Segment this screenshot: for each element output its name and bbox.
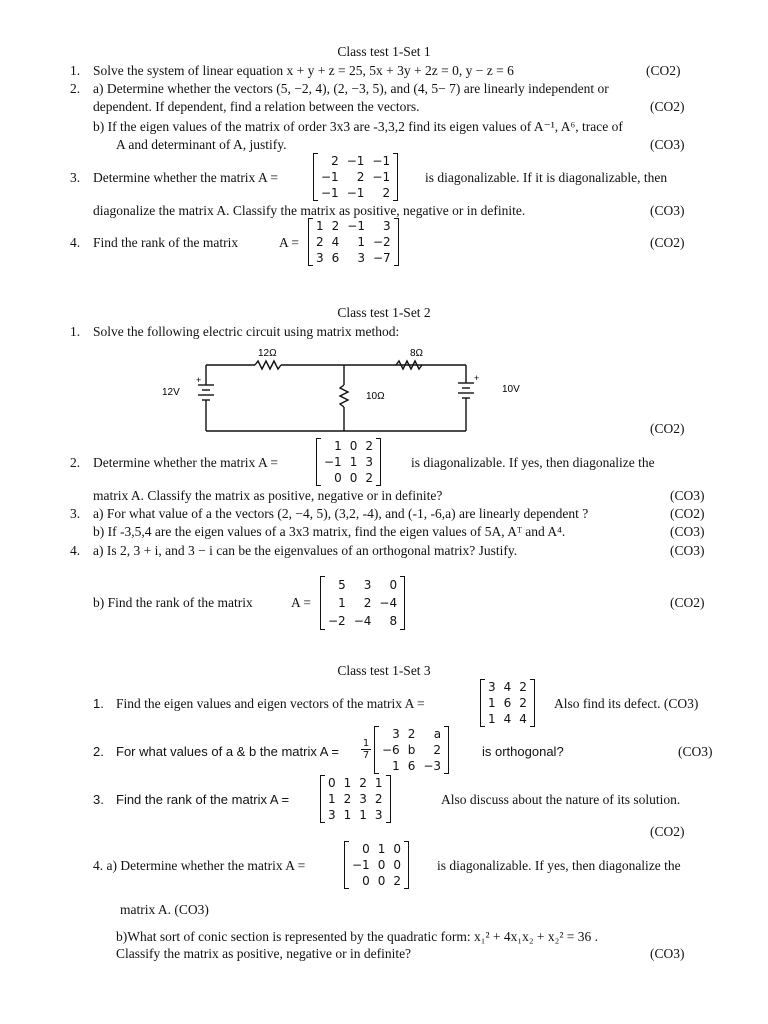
set1-q4-number: 4. bbox=[70, 235, 81, 250]
matrix-cell: 0 bbox=[362, 874, 370, 888]
matrix-cell: 6 bbox=[503, 696, 512, 710]
set1-q1-text: Solve the system of linear equation x + y + z = 25, 5x + 3y + 2z = 0, y − z = 6 bbox=[93, 63, 514, 78]
source-12v-label: 12V bbox=[162, 387, 180, 398]
set2-q1-text: Solve the following electric circuit using matrix method: bbox=[93, 324, 400, 339]
set3-q3-rhs: Also discuss about the nature of its solution. bbox=[441, 792, 681, 807]
matrix-cell: 1 bbox=[357, 235, 365, 249]
set1-q3-line2: diagonalize the matrix A. Classify the matrix as positive, negative or in definite. bbox=[93, 203, 526, 218]
matrix-cell: 1 bbox=[392, 759, 400, 773]
set3-q2-co: (CO3) bbox=[678, 744, 713, 759]
matrix-cell: 3 bbox=[316, 251, 324, 265]
matrix-cell: 2 bbox=[374, 792, 383, 806]
matrix-cell: 3 bbox=[383, 219, 391, 233]
resistor-8-ohm-label: 8Ω bbox=[410, 348, 424, 359]
fraction-numerator: 1 bbox=[362, 738, 370, 749]
set3-q4-lhs bbox=[93, 858, 305, 874]
set1-q3-matrix bbox=[313, 153, 398, 201]
matrix-cell: 2 bbox=[393, 874, 401, 888]
matrix-cell: 2 bbox=[343, 792, 352, 806]
matrix-cell: 0 bbox=[349, 471, 358, 485]
matrix-cell: −1 bbox=[346, 186, 365, 200]
set3-q4a-line2: matrix A. (CO3) bbox=[120, 902, 209, 917]
matrix-cell: −1 bbox=[324, 455, 342, 469]
set2-q1-co: (CO2) bbox=[650, 421, 685, 436]
matrix-cell: 4 bbox=[331, 235, 340, 249]
matrix-cell: 2 bbox=[365, 439, 373, 453]
set2-q2-number: 2. bbox=[70, 455, 81, 470]
set3-q2-lhs: For what values of a & b the matrix A = bbox=[116, 744, 339, 759]
set2-q3b-text: b) If -3,5,4 are the eigen values of a 3x3 matrix, find the eigen values of 5A, Aᵀ and A⁴. bbox=[93, 524, 566, 539]
matrix-cell: −1 bbox=[321, 186, 339, 200]
matrix-cell: 3 bbox=[328, 808, 336, 822]
matrix-cell: 2 bbox=[316, 235, 324, 249]
set3-q1-number: 1. bbox=[93, 696, 104, 711]
set1-q2a-line1: a) Determine whether the vectors (5, −2, 4), (2, −3, 5), and (4, 5− 7) are linearly independent or bbox=[93, 81, 609, 96]
matrix-cell: 2 bbox=[365, 471, 373, 485]
matrix-cell: 0 bbox=[377, 858, 386, 872]
set2-q4a-co: (CO3) bbox=[670, 543, 705, 558]
set2-q3a-co: (CO2) bbox=[670, 506, 705, 521]
set3-q3-lhs: Find the rank of the matrix A = bbox=[116, 792, 290, 807]
resistor-10-ohm-label: 10Ω bbox=[366, 391, 385, 402]
matrix-cell: 1 bbox=[488, 712, 496, 726]
matrix-cell: −2 bbox=[328, 614, 346, 628]
matrix-cell: 0 bbox=[328, 776, 336, 790]
set1-q3-co: (CO3) bbox=[650, 203, 685, 218]
set3-q3-co: (CO2) bbox=[650, 824, 685, 839]
set3-q1-matrix bbox=[480, 679, 535, 727]
set1-q4-matrix bbox=[308, 218, 399, 266]
matrix-cell: 3 bbox=[363, 578, 372, 592]
set3-q2-matrix bbox=[374, 726, 449, 774]
matrix-cell: 2 bbox=[331, 219, 340, 233]
set1-q3-number: 3. bbox=[70, 170, 81, 185]
matrix-cell: 0 bbox=[393, 842, 401, 856]
matrix-cell: 3 bbox=[359, 792, 367, 806]
set3-q4b-line1: b)What sort of conic section is represented by the quadratic form: x₁² + 4x₁x₂ + x₂² = 36 . bbox=[116, 929, 599, 944]
set2-q4b-a-equals: A = bbox=[291, 595, 311, 610]
matrix-cell: 3 bbox=[488, 680, 496, 694]
set2-q4b-matrix bbox=[320, 576, 405, 630]
matrix-cell: 0 bbox=[349, 439, 358, 453]
set2-q1-number: 1. bbox=[70, 324, 81, 339]
set2-q4b-lhs: b) Find the rank of the matrix bbox=[93, 595, 253, 610]
set3-q4-number: 4. bbox=[93, 858, 104, 873]
set1-q2a-co: (CO2) bbox=[650, 99, 685, 114]
matrix-cell: 1 bbox=[328, 792, 336, 806]
set2-q3b-co: (CO3) bbox=[670, 524, 705, 539]
set1-q2b-co: (CO3) bbox=[650, 137, 685, 152]
electric-circuit-diagram bbox=[160, 343, 540, 438]
matrix-cell: 1 bbox=[334, 439, 342, 453]
set1-q1-number: 1. bbox=[70, 63, 81, 78]
set3-q4a-rhs: is diagonalizable. If yes, then diagonalize the bbox=[437, 858, 681, 873]
matrix-cell: 0 bbox=[389, 578, 398, 592]
plus-sign: + bbox=[196, 375, 202, 385]
set2-q3-number: 3. bbox=[70, 506, 81, 521]
matrix-cell: 2 bbox=[407, 727, 416, 741]
set2-q2-lhs: Determine whether the matrix A = bbox=[93, 455, 278, 470]
set1-q4-a-equals: A = bbox=[279, 235, 299, 250]
matrix-cell: 4 bbox=[519, 712, 527, 726]
set3-q4b-co: (CO3) bbox=[650, 946, 685, 961]
fraction-denominator: 7 bbox=[362, 750, 370, 761]
set2-q2-matrix bbox=[316, 438, 381, 486]
matrix-cell: 8 bbox=[389, 614, 398, 628]
matrix-cell: −2 bbox=[372, 235, 391, 249]
set1-q2b-line1: b) If the eigen values of the matrix of order 3x3 are -3,3,2 find its eigen values of A⁻¹, A⁶, trace of bbox=[93, 119, 623, 134]
matrix-cell: 1 bbox=[359, 808, 367, 822]
matrix-cell: 3 bbox=[357, 251, 365, 265]
matrix-cell: 1 bbox=[377, 842, 386, 856]
matrix-cell: −4 bbox=[379, 596, 398, 610]
matrix-cell: 1 bbox=[488, 696, 496, 710]
matrix-cell: 1 bbox=[374, 776, 383, 790]
matrix-cell: −4 bbox=[353, 614, 372, 628]
matrix-cell: 5 bbox=[338, 578, 346, 592]
matrix-cell: a bbox=[433, 727, 442, 741]
set2-q4-number: 4. bbox=[70, 543, 81, 558]
matrix-cell: 0 bbox=[393, 858, 401, 872]
matrix-cell: 1 bbox=[349, 455, 358, 469]
set3-q2-fraction bbox=[361, 738, 371, 761]
set1-q2a-line2: dependent. If dependent, find a relation between the vectors. bbox=[93, 99, 420, 114]
set2-q2-co: (CO3) bbox=[670, 488, 705, 503]
matrix-cell: 0 bbox=[362, 842, 370, 856]
set1-title: Class test 1-Set 1 bbox=[337, 44, 431, 59]
set2-q2-rhs: is diagonalizable. If yes, then diagonalize the bbox=[411, 455, 655, 470]
set3-q4a-lhs: a) Determine whether the matrix A = bbox=[106, 858, 306, 873]
set1-q3-lhs: Determine whether the matrix A = bbox=[93, 170, 278, 185]
plus-sign: + bbox=[474, 373, 480, 383]
matrix-cell: 3 bbox=[374, 808, 383, 822]
matrix-cell: 1 bbox=[316, 219, 324, 233]
matrix-cell: 3 bbox=[365, 455, 373, 469]
set3-q3-matrix bbox=[320, 775, 391, 823]
set2-title: Class test 1-Set 2 bbox=[337, 305, 431, 320]
matrix-cell: −3 bbox=[423, 759, 442, 773]
matrix-cell: 1 bbox=[338, 596, 346, 610]
matrix-cell: b bbox=[407, 743, 416, 757]
matrix-cell: 2 bbox=[519, 696, 527, 710]
matrix-cell: 2 bbox=[356, 170, 365, 184]
matrix-cell: 0 bbox=[377, 874, 386, 888]
matrix-cell: −1 bbox=[347, 219, 365, 233]
set1-q4-co: (CO2) bbox=[650, 235, 685, 250]
set1-q4-lhs: Find the rank of the matrix bbox=[93, 235, 239, 250]
set2-q4a-text: a) Is 2, 3 + i, and 3 − i can be the eigenvalues of an orthogonal matrix? Justify. bbox=[93, 543, 518, 558]
set3-q1-rhs: Also find its defect. (CO3) bbox=[554, 696, 699, 711]
matrix-cell: −1 bbox=[372, 154, 391, 168]
matrix-cell: −1 bbox=[321, 170, 339, 184]
matrix-cell: −1 bbox=[352, 858, 370, 872]
matrix-cell: 3 bbox=[392, 727, 400, 741]
set3-q4a-matrix bbox=[344, 841, 409, 889]
matrix-cell: −1 bbox=[346, 154, 365, 168]
set3-q4b-line2: Classify the matrix as positive, negative or in definite? bbox=[116, 946, 412, 961]
set1-q3-rhs: is diagonalizable. If it is diagonalizable, then bbox=[425, 170, 668, 185]
matrix-cell: 1 bbox=[343, 808, 352, 822]
matrix-cell: 2 bbox=[363, 596, 372, 610]
matrix-cell: 2 bbox=[331, 154, 339, 168]
matrix-cell: 1 bbox=[343, 776, 352, 790]
set3-q2-number: 2. bbox=[93, 744, 104, 759]
set2-q3a-text: a) For what value of a the vectors (2, −4, 5), (3,2, -4), and (-1, -6,a) are linearly dependent ? bbox=[93, 506, 589, 521]
set2-q4b-co: (CO2) bbox=[670, 595, 705, 610]
matrix-cell: 2 bbox=[382, 186, 391, 200]
matrix-cell: −6 bbox=[382, 743, 400, 757]
set1-q2b-line2: A and determinant of A, justify. bbox=[116, 137, 287, 152]
matrix-cell: −1 bbox=[372, 170, 391, 184]
source-10v-label: 10V bbox=[502, 384, 520, 395]
set3-q3-number: 3. bbox=[93, 792, 104, 807]
matrix-cell: 4 bbox=[503, 712, 512, 726]
set3-title: Class test 1-Set 3 bbox=[337, 663, 431, 678]
matrix-cell: 6 bbox=[331, 251, 340, 265]
set1-q1-co: (CO2) bbox=[646, 63, 681, 78]
matrix-cell: 2 bbox=[359, 776, 367, 790]
matrix-cell: 2 bbox=[433, 743, 442, 757]
matrix-cell: 6 bbox=[407, 759, 416, 773]
resistor-12-ohm-label: 12Ω bbox=[258, 348, 277, 359]
matrix-cell: 0 bbox=[334, 471, 342, 485]
set2-q2-line2: matrix A. Classify the matrix as positive, negative or in definite? bbox=[93, 488, 443, 503]
matrix-cell: 2 bbox=[519, 680, 527, 694]
set1-q2-number: 2. bbox=[70, 81, 81, 96]
set3-q1-lhs: Find the eigen values and eigen vectors of the matrix A = bbox=[116, 696, 425, 711]
set3-q2-rhs: is orthogonal? bbox=[482, 744, 564, 759]
matrix-cell: −7 bbox=[372, 251, 391, 265]
matrix-cell: 4 bbox=[503, 680, 512, 694]
